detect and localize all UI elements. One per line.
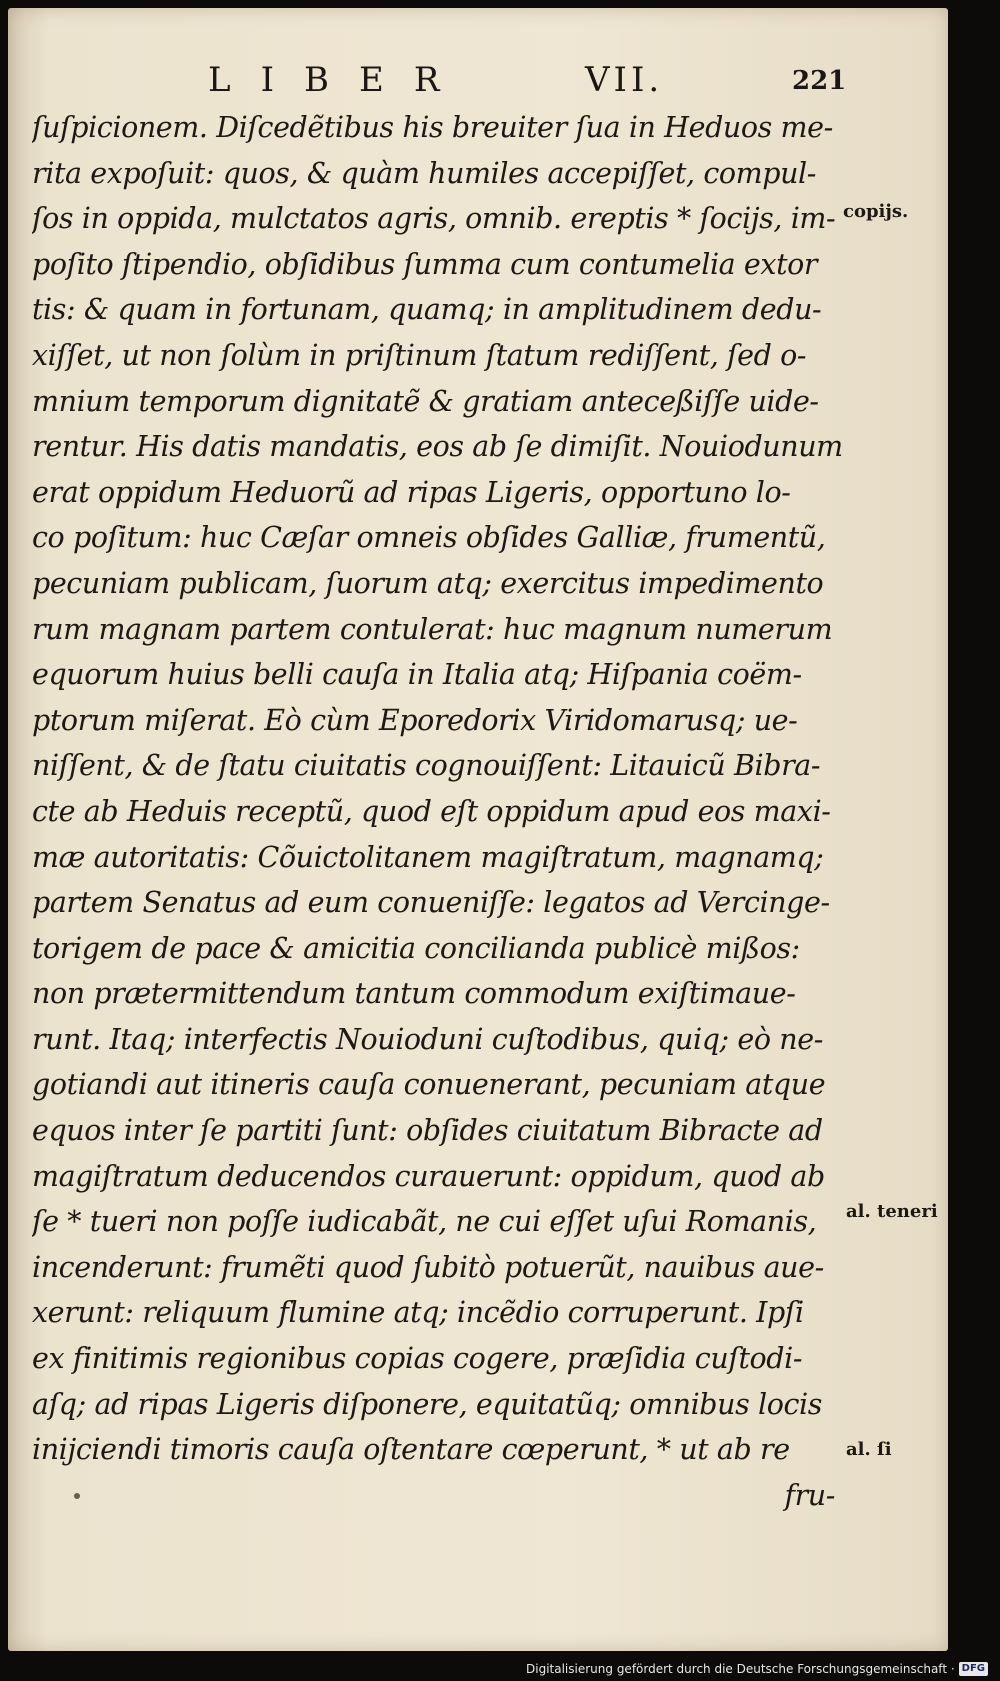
page-header: [40, 60, 920, 106]
text-line: ex finitimis regionibus copias cogere, præſidia cuſtodi-: [32, 1342, 803, 1376]
page-number: 221: [792, 66, 847, 96]
text-line: xerunt: reliquum flumine atq; incẽdio corruperunt. Ipſi: [32, 1296, 804, 1330]
credit-text: Digitalisierung gefördert durch die Deutsche Forschungsgemeinschaft ·: [526, 1662, 955, 1676]
marginal-note: al. teneri: [846, 1201, 938, 1222]
text-line: inijciendi timoris cauſa oſtentare cœperunt, * ut ab re: [32, 1433, 790, 1467]
text-line: incenderunt: frumẽti quod ſubitò potuerũt, nauibus aue-: [32, 1250, 824, 1284]
text-line: mæ autoritatis: Cõuictolitanem magiſtratum, magnamq;: [32, 840, 824, 874]
text-line: poſito ſtipendio, obſidibus ſumma cum contumelia extor: [32, 247, 818, 281]
text-line: cte ab Heduis receptũ, quod eſt oppidum apud eos maxi-: [32, 794, 831, 828]
text-line: aſq; ad ripas Ligeris diſponere, equitatũq; omnibus locis: [32, 1387, 822, 1421]
text-line: niſſent, & de ſtatu ciuitatis cognouiſſent: Litauicũ Bibra-: [32, 749, 821, 783]
text-line: rum magnam partem contulerat: huc magnum numerum: [32, 612, 833, 646]
text-line: ſos in oppida, mulctatos agris, omnib. ereptis * ſocijs, im-: [32, 202, 836, 236]
text-line: torigem de pace & amicitia concilianda publicè mißos:: [32, 931, 800, 965]
text-line: ſe * tueri non poſſe iudicabãt, ne cui eſſet uſui Romanis,: [32, 1205, 817, 1239]
body-text: [32, 105, 847, 1518]
book-number: VII.: [585, 60, 664, 100]
text-line: ptorum miſerat. Eò cùm Eporedorix Viridomarusq; ue-: [32, 703, 798, 737]
text-line: xiſſet, ut non ſolùm in priſtinum ſtatum rediſſent, ſed o-: [32, 338, 807, 372]
text-line: rentur. His datis mandatis, eos ab ſe dimiſit. Nouiodunum: [32, 430, 843, 464]
text-line: co poſitum: huc Cæſar omneis obſides Galliæ, frumentũ,: [32, 521, 826, 555]
book-page: [8, 8, 948, 1651]
dfg-logo-icon: DFG: [959, 1662, 988, 1676]
text-line: magiſtratum deducendos curauerunt: oppidum, quod ab: [32, 1159, 825, 1193]
text-line: pecuniam publicam, ſuorum atq; exercitus impedimento: [32, 566, 824, 600]
digitization-credit: [526, 1660, 988, 1678]
text-line: equorum huius belli cauſa in Italia atq; Hiſpania coëm-: [32, 658, 802, 692]
text-line: rita expoſuit: quos, & quàm humiles accepiſſet, compul-: [32, 156, 817, 190]
text-line: partem Senatus ad eum conueniſſe: legatos ad Vercinge-: [32, 886, 830, 920]
text-line: mnium temporum dignitatẽ & gratiam anteceßiſſe uide-: [32, 384, 819, 418]
ink-speck: [74, 1493, 80, 1499]
running-title: LIBER: [208, 60, 470, 100]
text-line: erat oppidum Heduorũ ad ripas Ligeris, opportuno lo-: [32, 475, 791, 509]
text-line: non prætermittendum tantum commodum exiſtimaue-: [32, 977, 796, 1011]
text-line: equos inter ſe partiti ſunt: obſides ciuitatum Bibracte ad: [32, 1114, 823, 1148]
text-line: ſuſpicionem. Diſcedẽtibus his breuiter ſua in Heduos me-: [32, 111, 833, 144]
text-line: gotiandi aut itineris cauſa conuenerant, pecuniam atque: [32, 1068, 826, 1102]
catchword: fru-: [784, 1478, 835, 1512]
marginal-note: al. ſi: [846, 1439, 892, 1460]
text-line: tis: & quam in fortunam, quamq; in amplitudinem dedu-: [32, 293, 822, 327]
text-line: runt. Itaq; interfectis Nouioduni cuſtodibus, quiq; eò ne-: [32, 1022, 823, 1056]
marginal-note: copijs.: [843, 201, 909, 222]
